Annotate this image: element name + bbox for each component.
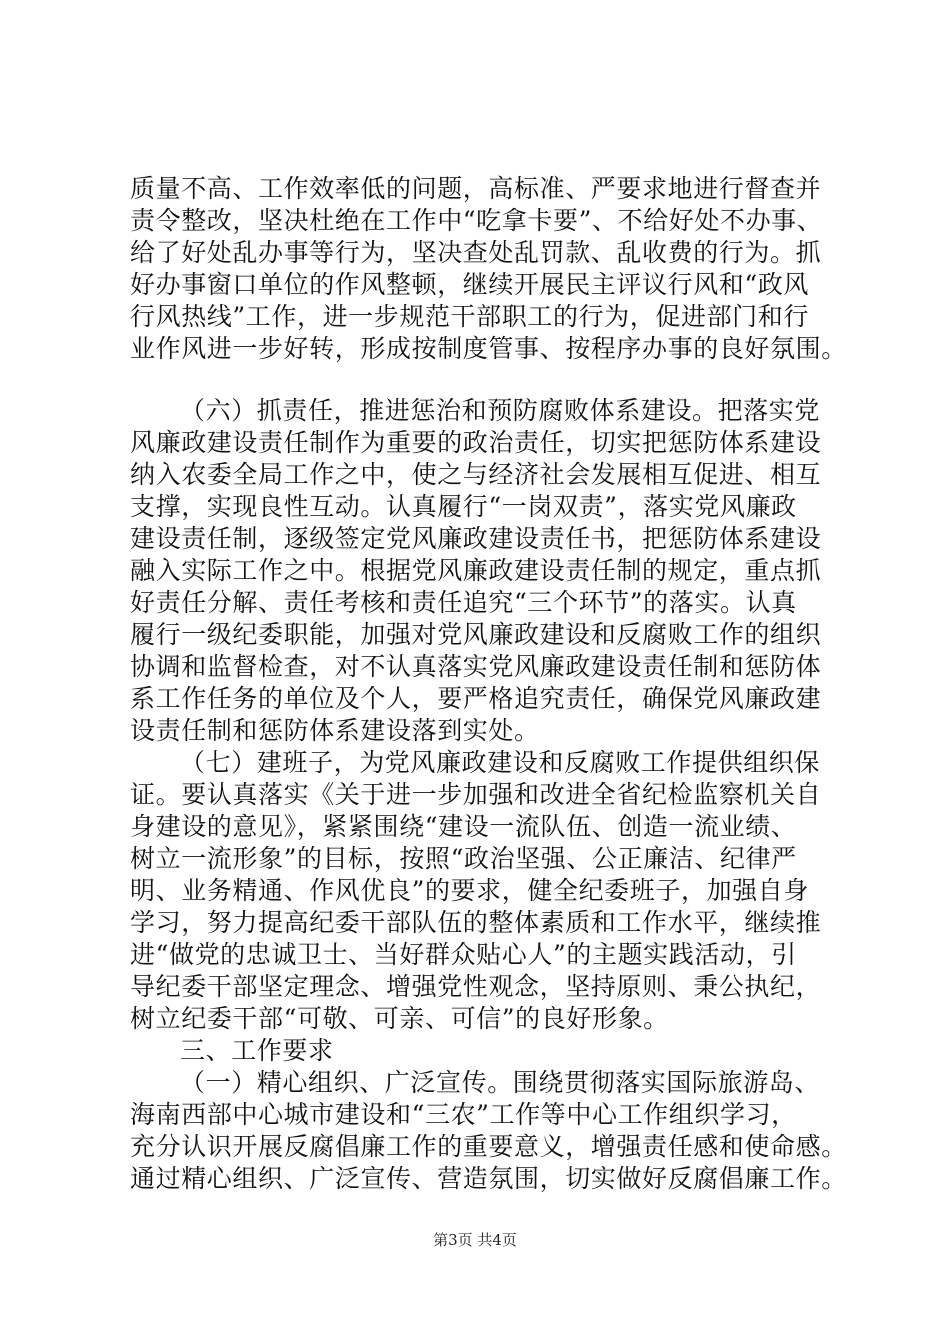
paragraph-seven [130,747,850,1035]
text-line: （七）建班子，为党风廉政建设和反腐败工作提供组织保 [180,748,821,777]
text-line: 纳入农委全局工作之中，使之与经济社会发展相互促进、相互 [130,460,822,489]
text-line: 充分认识开展反腐倡廉工作的重要意义，增强责任感和使命感。 [130,1132,847,1161]
page-indicator: 第3页 共4页 [433,1231,517,1249]
text-line: 导纪委干部坚定理念、增强党性观念，坚持原则、秉公执纪， [130,972,822,1001]
text-line: 建设责任制，逐级签定党风廉政建设责任书，把惩防体系建设 [130,524,822,553]
text-line: 设责任制和惩防体系建设落到实处。 [130,716,540,745]
text-line: 履行一级纪委职能，加强对党风廉政建设和反腐败工作的组织 [130,620,822,649]
text-line: 融入实际工作之中。根据党风廉政建设责任制的规定，重点抓 [130,556,822,585]
text-line: 明、业务精通、作风优良”的要求，健全纪委班子，加强自身 [130,876,809,905]
text-line: （六）抓责任，推进惩治和预防腐败体系建设。把落实党 [180,396,821,425]
text-line: 进“做党的忠诚卫士、当好群众贴心人”的主题实践活动，引 [130,940,797,969]
section-three [130,1035,850,1067]
text-line: 树立一流形象”的目标，按照“政治坚强、公正廉洁、纪律严 [130,844,797,873]
text-line: 海南西部中心城市建设和“三农”工作等中心工作组织学习， [130,1100,797,1129]
text-line: 协调和监督检查，对不认真落实党风廉政建设责任制和惩防体 [130,652,822,681]
text-line: 行风热线”工作，进一步规范干部职工的行为，促进部门和行 [130,302,809,331]
text-line: （一）精心组织、广泛宣传。围绕贯彻落实国际旅游岛、 [180,1068,821,1097]
text-line: 通过精心组织、广泛宣传、营造氛围，切实做好反腐倡廉工作。 [130,1164,847,1193]
text-line: 身建设的意见》，紧紧围绕“建设一流队伍、创造一流业绩、 [130,812,797,841]
document-body [130,173,850,1195]
paragraph-continuation [130,173,850,365]
text-line: 业作风进一步好转，形成按制度管事、按程序办事的良好氛围。 [130,334,847,363]
text-line: 好责任分解、责任考核和责任追究“三个环节”的落实。认真 [130,588,797,617]
paragraph-spacer [130,365,850,395]
text-line: 支撑，实现良性互动。认真履行“一岗双责”，落实党风廉政 [130,492,797,521]
text-line: 系工作任务的单位及个人，要严格追究责任，确保党风廉政建 [130,684,822,713]
text-line: 证。要认真落实《关于进一步加强和改进全省纪检监察机关自 [130,780,822,809]
text-line: 质量不高、工作效率低的问题，高标准、严要求地进行督查并 [130,174,822,203]
text-line: 风廉政建设责任制作为重要的政治责任，切实把惩防体系建设 [130,428,822,457]
text-line: 给了好处乱办事等行为，坚决查处乱罚款、乱收费的行为。抓 [130,238,822,267]
paragraph-six [130,395,850,747]
text-line: 学习，努力提高纪委干部队伍的整体素质和工作水平，继续推 [130,908,822,937]
paragraph-requirement-one [130,1067,850,1195]
page-footer [0,1230,950,1250]
text-line: 责令整改，坚决杜绝在工作中“吃拿卡要”、不给好处不办事、 [130,206,823,235]
text-line: 好办事窗口单位的作风整顿，继续开展民主评议行风和“政风 [130,270,809,299]
text-line: 树立纪委干部“可敬、可亲、可信”的良好形象。 [130,1004,669,1033]
section-heading: 三、工作要求 [180,1036,334,1065]
